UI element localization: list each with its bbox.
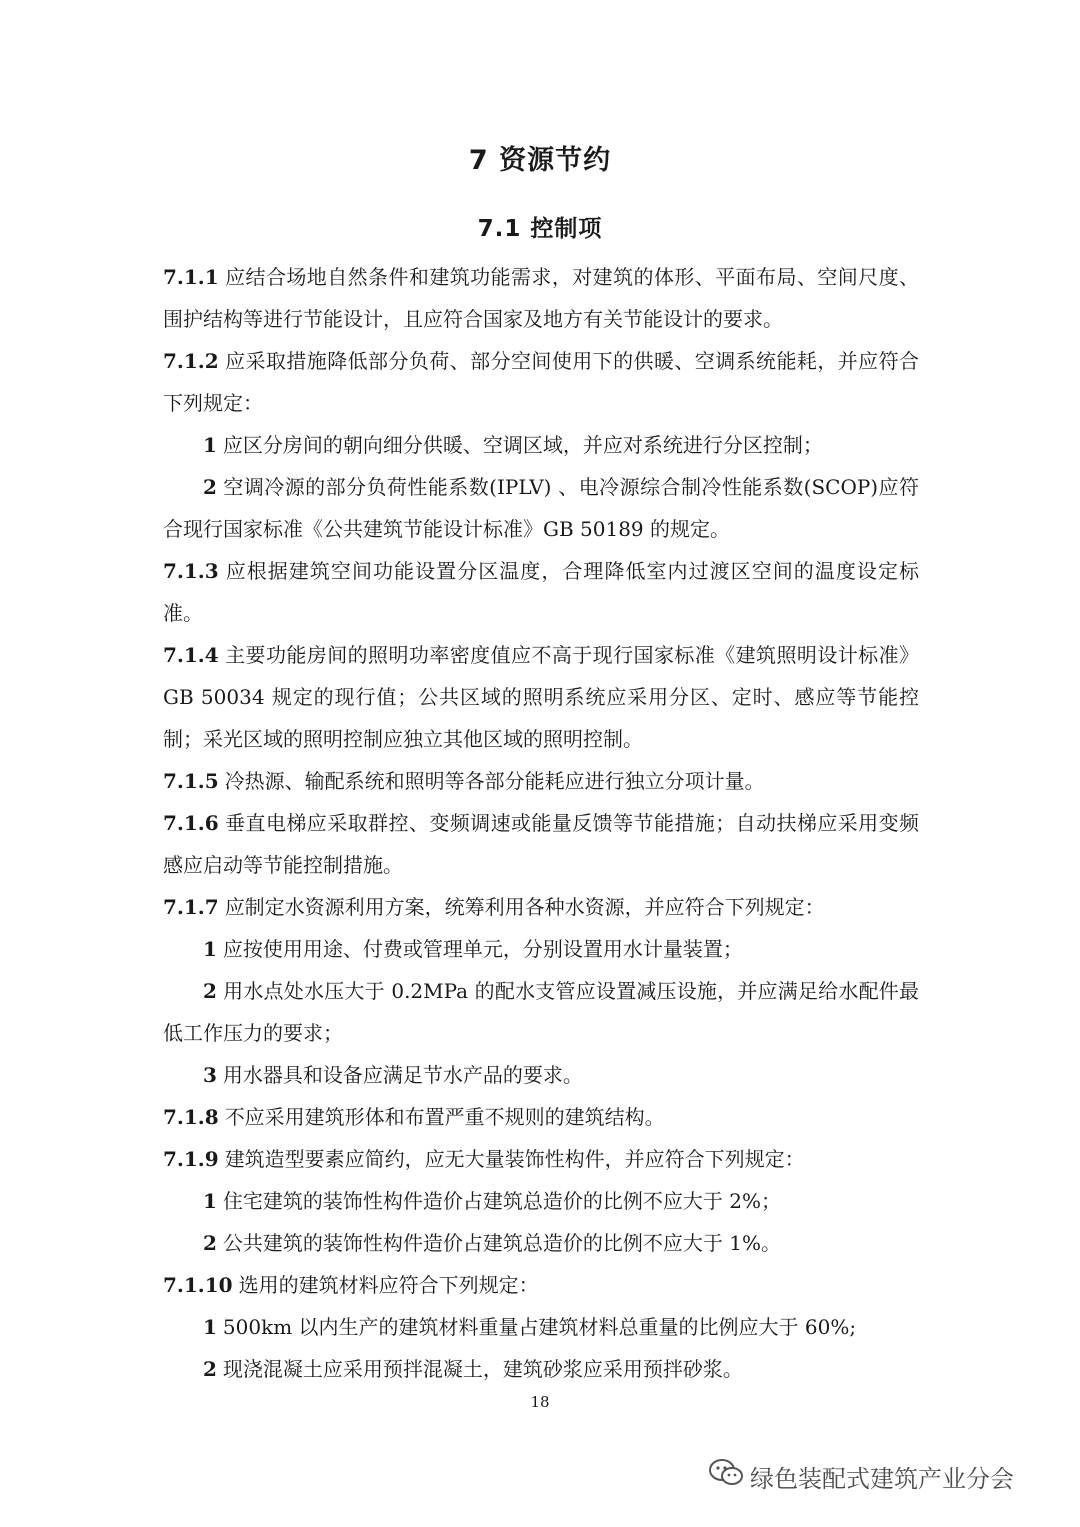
clause-number: 7.1.9: [163, 1147, 219, 1171]
clause-text: 应结合场地自然条件和建筑功能需求，对建筑的体形、平面布局、空间尺度、围护结构等进行节能设计，且应符合国家及地方有关节能设计的要求。: [163, 265, 919, 331]
item-number: 3: [203, 1063, 217, 1087]
item-number: 2: [203, 1231, 217, 1255]
watermark: [708, 1458, 1014, 1494]
clause-7-1-9: [163, 1138, 919, 1180]
item-text: 500km 以内生产的建筑材料重量占建筑材料总重量的比例应大于 60%;: [222, 1315, 857, 1339]
clause-7-1-5: [163, 760, 919, 802]
item-text: 应按使用用途、付费或管理单元，分别设置用水计量装置；: [222, 937, 743, 961]
item-number: 2: [203, 475, 217, 499]
clause-list: [163, 256, 919, 1390]
clause-7-1-1: [163, 256, 919, 340]
item-text: 现浇混凝土应采用预拌混凝土，建筑砂浆应采用预拌砂浆。: [222, 1357, 743, 1381]
clause-number: 7.1.10: [163, 1273, 233, 1297]
clause-7-1-8: [163, 1096, 919, 1138]
sub-item: [163, 1348, 919, 1390]
item-text: 公共建筑的装饰性构件造价占建筑总造价的比例不应大于 1%。: [222, 1231, 782, 1255]
clause-text: 主要功能房间的照明功率密度值应不高于现行国家标准《建筑照明设计标准》GB 50034 规定的现行值；公共区域的照明系统应采用分区、定时、感应等节能控制；采光区域的照明控制应独立其他区域的照明控制。: [163, 643, 919, 751]
sub-item: [163, 466, 919, 550]
clause-text: 选用的建筑材料应符合下列规定：: [238, 1273, 539, 1297]
clause-text: 应采取措施降低部分负荷、部分空间使用下的供暖、空调系统能耗，并应符合下列规定：: [163, 349, 919, 415]
item-number: 2: [203, 1357, 217, 1381]
item-text: 用水器具和设备应满足节水产品的要求。: [222, 1063, 583, 1087]
clause-7-1-4: [163, 634, 919, 760]
clause-7-1-6: [163, 802, 919, 886]
sub-item: [163, 1306, 919, 1348]
wechat-icon: [708, 1458, 744, 1494]
item-text: 空调冷源的部分负荷性能系数(IPLV) 、电冷源综合制冷性能系数(SCOP)应符合现行国家标准《公共建筑节能设计标准》GB 50189 的规定。: [163, 475, 919, 541]
sub-item: [163, 928, 919, 970]
clause-text: 不应采用建筑形体和布置严重不规则的建筑结构。: [224, 1105, 665, 1129]
watermark-text: 绿色装配式建筑产业分会: [750, 1464, 1014, 1493]
clause-text: 冷热源、输配系统和照明等各部分能耗应进行独立分项计量。: [224, 769, 765, 793]
item-number: 2: [203, 979, 217, 1003]
item-text: 用水点处水压大于 0.2MPa 的配水支管应设置减压设施，并应满足给水配件最低工作压力的要求；: [163, 979, 919, 1045]
clause-number: 7.1.4: [163, 643, 219, 667]
clause-number: 7.1.3: [163, 559, 219, 583]
clause-number: 7.1.8: [163, 1105, 219, 1129]
sub-item: [163, 1180, 919, 1222]
clause-text: 垂直电梯应采取群控、变频调速或能量反馈等节能措施；自动扶梯应采用变频感应启动等节能控制措施。: [163, 811, 919, 877]
clause-number: 7.1.1: [163, 265, 219, 289]
sub-item: [163, 1054, 919, 1096]
item-text: 住宅建筑的装饰性构件造价占建筑总造价的比例不应大于 2%；: [222, 1189, 782, 1213]
clause-7-1-3: [163, 550, 919, 634]
sub-item: [163, 1222, 919, 1264]
item-number: 1: [203, 1315, 217, 1339]
sub-item: [163, 970, 919, 1054]
clause-number: 7.1.6: [163, 811, 219, 835]
section-title: 7.1 控制项: [477, 216, 603, 242]
item-text: 应区分房间的朝向细分供暖、空调区域，并应对系统进行分区控制；: [222, 433, 823, 457]
clause-text: 应制定水资源利用方案，统筹利用各种水资源，并应符合下列规定：: [224, 895, 825, 919]
clause-number: 7.1.2: [163, 349, 219, 373]
clause-number: 7.1.7: [163, 895, 219, 919]
clause-text: 建筑造型要素应简约，应无大量装饰性构件，并应符合下列规定：: [224, 1147, 805, 1171]
clause-7-1-10: [163, 1264, 919, 1306]
chapter-title: 7 资源节约: [468, 145, 612, 176]
clause-7-1-7: [163, 886, 919, 928]
clause-number: 7.1.5: [163, 769, 219, 793]
item-number: 1: [203, 1189, 217, 1213]
item-number: 1: [203, 937, 217, 961]
clause-text: 应根据建筑空间功能设置分区温度，合理降低室内过渡区空间的温度设定标准。: [163, 559, 919, 625]
sub-item: [163, 424, 919, 466]
item-number: 1: [203, 433, 217, 457]
clause-7-1-2: [163, 340, 919, 424]
page-number: 18: [530, 1393, 550, 1411]
